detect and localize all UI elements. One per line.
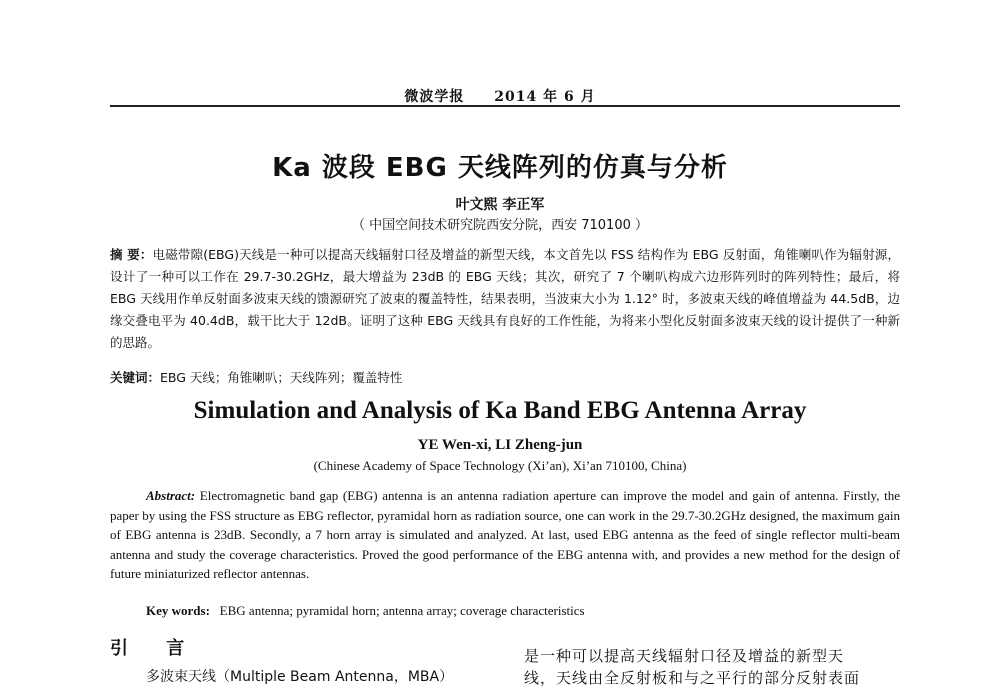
affiliation-en: (Chinese Academy of Space Technology (Xi’an), Xi’an 710100, China) xyxy=(313,458,687,473)
abstract-cn-label: 摘 要： xyxy=(110,247,153,262)
journal-header xyxy=(0,86,1000,106)
abstract-en xyxy=(110,486,900,584)
issue-date: 2014 年 6 月 xyxy=(494,89,596,105)
authors-cn: 叶文熙 李正军 xyxy=(455,197,545,213)
keywords-en-label: Key words: xyxy=(146,603,210,618)
keywords-cn xyxy=(110,368,900,386)
header-rule xyxy=(110,105,900,107)
section-heading-intro: 引 言 xyxy=(110,638,201,659)
abstract-cn xyxy=(110,244,900,354)
authors-en: YE Wen-xi, LI Zheng-jun xyxy=(417,437,583,453)
keywords-en xyxy=(146,603,900,619)
abstract-cn-text: 电磁带隙(EBG)天线是一种可以提高天线辐射口径及增益的新型天线，本文首先以 FSS 结构作为 EBG 反射面，角锥喇叭作为辐射源，设计了一种可以工作在 29.7-30.2GHz，最大增益为 23dB 的 EBG 天线；其次，研究了 7 个喇叭构成六边形阵列时的阵列特性；最后，将 EBG 天线用作单反射面多波束天线的馈源研究了波束的覆盖特性，结果表明，当波束大小为 1.12° 时，多波束天线的峰值增益为 44.5dB，边缘交叠电平为 40.4dB，载干比大于 12dB。证明了这种 EBG 天线具有良好的工作性能，为将来小型化反射面多波束天线的设计提供了一种新的思路。 xyxy=(110,247,901,350)
intro-right-line1: 是一种可以提高天线辐射口径及增益的新型天 xyxy=(524,647,845,665)
affiliation-cn: （ 中国空间技术研究院西安分院，西安 710100 ） xyxy=(351,218,649,233)
intro-right-text xyxy=(524,645,900,689)
paper-title-cn: Ka 波段 EBG 天线阵列的仿真与分析 xyxy=(272,153,728,183)
keywords-en-text: EBG antenna; pyramidal horn; antenna array; coverage characteristics xyxy=(219,603,585,618)
journal-name: 微波学报 xyxy=(404,89,465,105)
paper-title-en: Simulation and Analysis of Ka Band EBG Antenna Array xyxy=(193,397,807,424)
abstract-en-text: Electromagnetic band gap (EBG) antenna is an antenna radiation aperture can improve the model and gain of antenna. Firstly, the paper by using the FSS structure as EBG reflector, pyramidal horn as radiation source, one can work in the 29.7-30.2GHz designed, the maximum gain of EBG antenna is 23dB. Secondly, a 7 horn array is simulated and analyzed. At last, used EBG antenna as the feed of single reflector multi-beam antenna and study the coverage characteristics. Proved the good performance of the EBG antenna with, and provides a new method for the design of future miniaturized reflector antennas. xyxy=(110,488,900,582)
intro-right-line2: 线，天线由全反射板和与之平行的部分反射表面 xyxy=(524,669,861,687)
abstract-en-label: Abstract: xyxy=(146,488,196,503)
keywords-cn-text: EBG 天线；角锥喇叭；天线阵列；覆盖特性 xyxy=(160,370,403,385)
keywords-cn-label: 关键词： xyxy=(110,370,161,385)
intro-left-text: 多波束天线（Multiple Beam Antenna，MBA） xyxy=(146,669,454,685)
